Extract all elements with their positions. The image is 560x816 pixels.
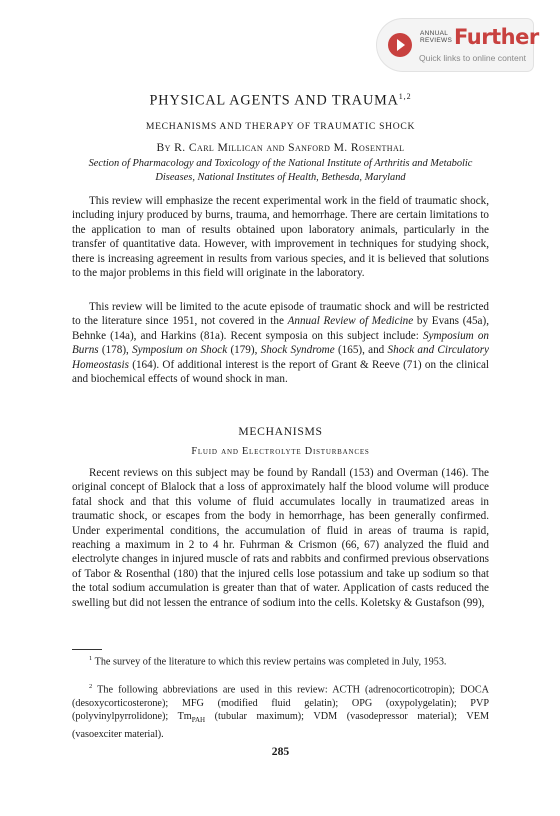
further-wordmark: Further xyxy=(454,25,539,49)
paragraph-intro: This review will emphasize the recent experimental work in the field of traumatic shock, including injury produced by burns, trauma, and hemorrhage. There are certain limitations to the application to man of results obtained upon laboratory animals, particularly in the transfer of quantitative data. However, with improvement in techniques for studying shock, there is increasing agreement in results from various species, and it is believed that solutions to the major problems in this field will originate in the laboratory. xyxy=(72,195,489,280)
annual-reviews-logo: ANNUAL REVIEWS xyxy=(420,30,453,44)
page-number: 285 xyxy=(271,745,290,758)
paragraph-scope: This review will be limited to the acute episode of traumatic shock and will be restricted to the literature since 1951, not covered in the Annual Review of Medicine by Evans (45a), Behnke (14a), and Harkins (81a). Recent symposia on this subject include: Symposium on Burns (178), Symposium on Shock (179), Shock Syndrome (165), and Shock and Circulatory Homeostasis (164). Of additional interest is the report of Grant & Reeve (71) on the clinical and biochemical effects of wound shock in man. xyxy=(72,301,489,386)
arrow-right-icon[interactable] xyxy=(388,33,412,57)
footnote-rule xyxy=(72,649,102,650)
authors: By R. Carl Millican and Sanford M. Rosenthal xyxy=(156,141,405,154)
article-subtitle: MECHANISMS AND THERAPY OF TRAUMATIC SHOCK xyxy=(145,121,416,132)
further-badge[interactable] xyxy=(377,19,539,71)
heading-fluid-electrolyte: Fluid and Electrolyte Disturbances xyxy=(191,446,370,457)
heading-mechanisms: MECHANISMS xyxy=(238,425,323,438)
footnote-2: $^2$ The following abbreviations are used in this review: ACTH (adrenocorticotropin); DOCA (desoxycorticosterone); MFG (modified fluid gelatin); OPG (oxypolygelatin); PVP (polyvinylpyrrolidone); $Tm_{PAH}$ (tubular maximum); VDM (vasodepressor material); VEM (vasoexciter material). xyxy=(72,683,489,740)
title-footnote-mark: 1,2 xyxy=(398,92,412,101)
article-title: PHYSICAL AGENTS AND TRAUMA$^{1,2}$ xyxy=(149,92,412,109)
affiliation: Section of Pharmacology and Toxicology of the National Institute of Arthritis and Metabolic Diseases, National Institutes of Health, Bethesda, Maryland xyxy=(88,158,473,183)
footnote-1: $^1$ The survey of the literature to which this review pertains was completed in July, 1953. xyxy=(89,655,447,668)
further-tagline: Quick links to online content xyxy=(419,53,527,63)
paragraph-fluid: Recent reviews on this subject may be found by Randall (153) and Overman (146). The original concept of Blalock that a loss of approximately half the blood volume will produce fatal shock and that this volume of fluid accumulates locally in traumatized areas in traumatic shock, or escapes from the body in hemorrhage, has been generally confirmed. Under experimental conditions, the accumulation of fluid in areas of trauma is rapid, reaching a maximum in 2 to 4 hr. Fuhrman & Crismon (66, 67) analyzed the fluid and electrolyte changes in injured muscle of rats and rabbits and confirmed previous observations of Tabor & Rosenthal (180) that the injured cells lose potassium and take up sodium so that the total sodium accumulation is greater than that of water. Application of casts reduced the swelling but did not lessen the entrance of sodium into the cells. Koletsky & Gustafson (99), xyxy=(72,467,489,609)
